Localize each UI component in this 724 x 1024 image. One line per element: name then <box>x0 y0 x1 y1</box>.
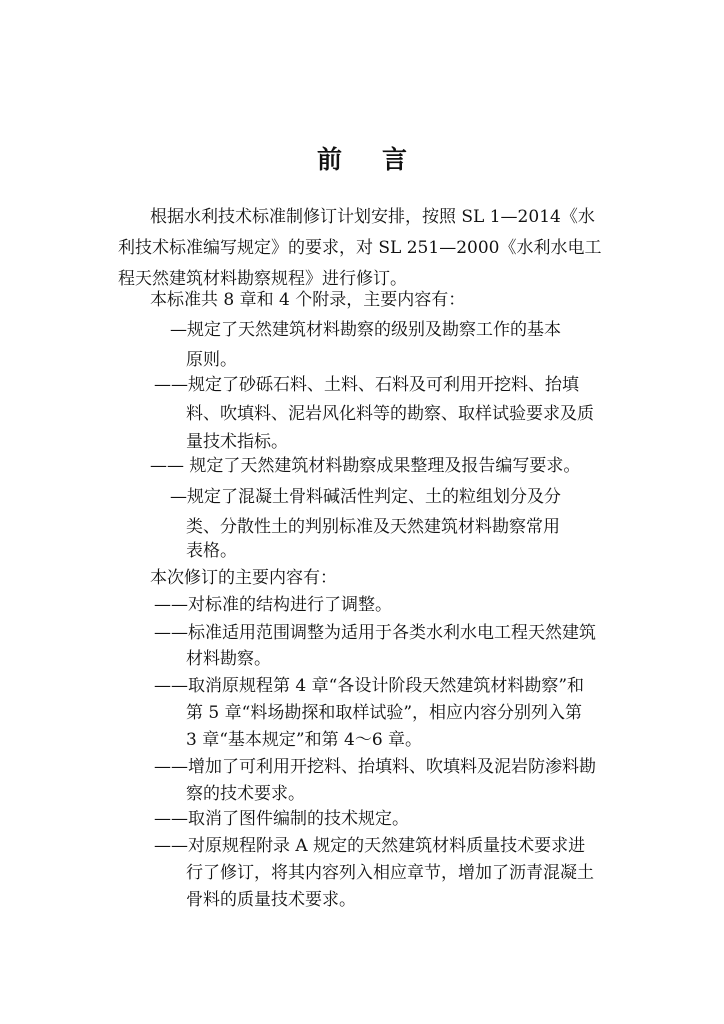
list-item-line: 料、吹填料、泥岩风化料等的勘察、取样试验要求及质 <box>186 404 594 424</box>
list-item-line: ——取消了图件编制的技术规定。 <box>154 809 409 829</box>
paragraph-line: 利技术标准编写规定》的要求，对 SL 251—2000《水利水电工 <box>118 238 602 258</box>
title-char-2: 言 <box>382 145 408 174</box>
list-item-line: —规定了混凝土骨料碱活性判定、土的粒组划分及分 <box>170 487 561 507</box>
list-item-line: ——取消原规程第 4 章“各设计阶段天然建筑材料勘察”和 <box>154 676 585 696</box>
list-item-line: ——对原规程附录 A 规定的天然建筑材料质量技术要求进 <box>154 836 586 856</box>
paragraph-line: 本标准共 8 章和 4 个附录，主要内容有： <box>150 290 466 310</box>
list-item-line: ——标准适用范围调整为适用于各类水利水电工程天然建筑 <box>154 623 596 643</box>
list-item-line: ——规定了砂砾石料、土料、石料及可利用开挖料、抬填 <box>154 375 579 395</box>
paragraph-line: 本次修订的主要内容有： <box>150 568 337 588</box>
paragraph-line: 根据水利技术标准制修订计划安排，按照 SL 1—2014《水 <box>150 207 595 227</box>
list-item-line: 行了修订，将其内容列入相应章节，增加了沥青混凝土 <box>186 863 594 883</box>
list-item-line: ——增加了可利用开挖料、抬填料、吹填料及泥岩防渗料勘 <box>154 757 596 777</box>
list-item-line: 第 5 章“料场勘探和取样试验”，相应内容分别列入第 <box>186 703 583 723</box>
list-item-line: 原则。 <box>186 350 237 370</box>
list-item-line: 量技术指标。 <box>186 432 288 452</box>
list-item-line: 骨料的质量技术要求。 <box>186 890 356 910</box>
list-item-line: 察的技术要求。 <box>186 784 305 804</box>
paragraph-line: 程天然建筑材料勘察规程》进行修订。 <box>118 269 407 289</box>
list-item-line: —— 规定了天然建筑材料勘察成果整理及报告编写要求。 <box>150 456 581 476</box>
page-title <box>0 140 724 176</box>
list-item-line: 3 章“基本规定”和第 4～6 章。 <box>186 730 423 750</box>
list-item-line: 表格。 <box>186 541 237 561</box>
title-char-1: 前 <box>316 145 342 174</box>
list-item-line: 类、分散性土的判别标准及天然建筑材料勘察常用 <box>186 517 560 537</box>
list-item-line: 材料勘察。 <box>186 649 271 669</box>
list-item-line: —规定了天然建筑材料勘察的级别及勘察工作的基本 <box>170 320 561 340</box>
list-item-line: ——对标准的结构进行了调整。 <box>154 595 392 615</box>
